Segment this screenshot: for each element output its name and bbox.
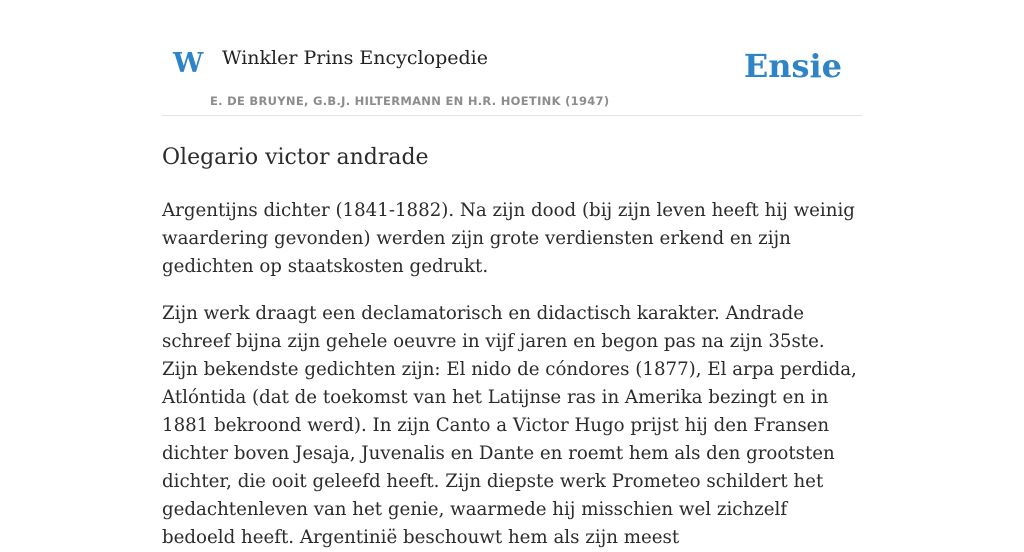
source-title-link[interactable]: Winkler Prins Encyclopedie — [222, 47, 488, 69]
source-authors: E. DE BRUYNE, G.B.J. HILTERMANN EN H.R. HOETINK (1947) — [210, 94, 610, 108]
article-paragraph: Zijn werk draagt een declamatorisch en didactisch karakter. Andrade schreef bijna zijn gehele oeuvre in vijf jaren en begon pas na zijn 35ste. Zijn bekendste gedichten zijn: El nido de cóndores (1877), El arpa perdida, Atlóntida (dat de toekomst van het Latijnse ras in Amerika bezingt en in 1881 bekroond werd). In zijn Canto a Victor Hugo prijst hij den Fransen dichter boven Jesaja, Juvenalis en Dante en roemt hem als den grootsten dichter, die ooit geleefd heeft. Zijn diepste werk Prometeo schildert het gedachtenleven van het genie, waarmede hij misschien wel zichzelf bedoeld heeft. Argentinië beschouwt hem als zijn meest — [162, 303, 857, 548]
source-header — [162, 0, 862, 116]
article-page — [162, 0, 862, 552]
article-title: Olegario victor andrade — [162, 145, 429, 170]
article-body — [162, 197, 862, 552]
encyclopedia-logo-icon[interactable]: W — [173, 48, 204, 79]
ensie-logo-link[interactable]: Ensie — [743, 47, 842, 85]
article-paragraph: Argentijns dichter (1841-1882). Na zijn dood (bij zijn leven heeft hij weinig waardering gevonden) werden zijn grote verdiensten erkend en zijn gedichten op staatskosten gedrukt. — [162, 200, 855, 277]
